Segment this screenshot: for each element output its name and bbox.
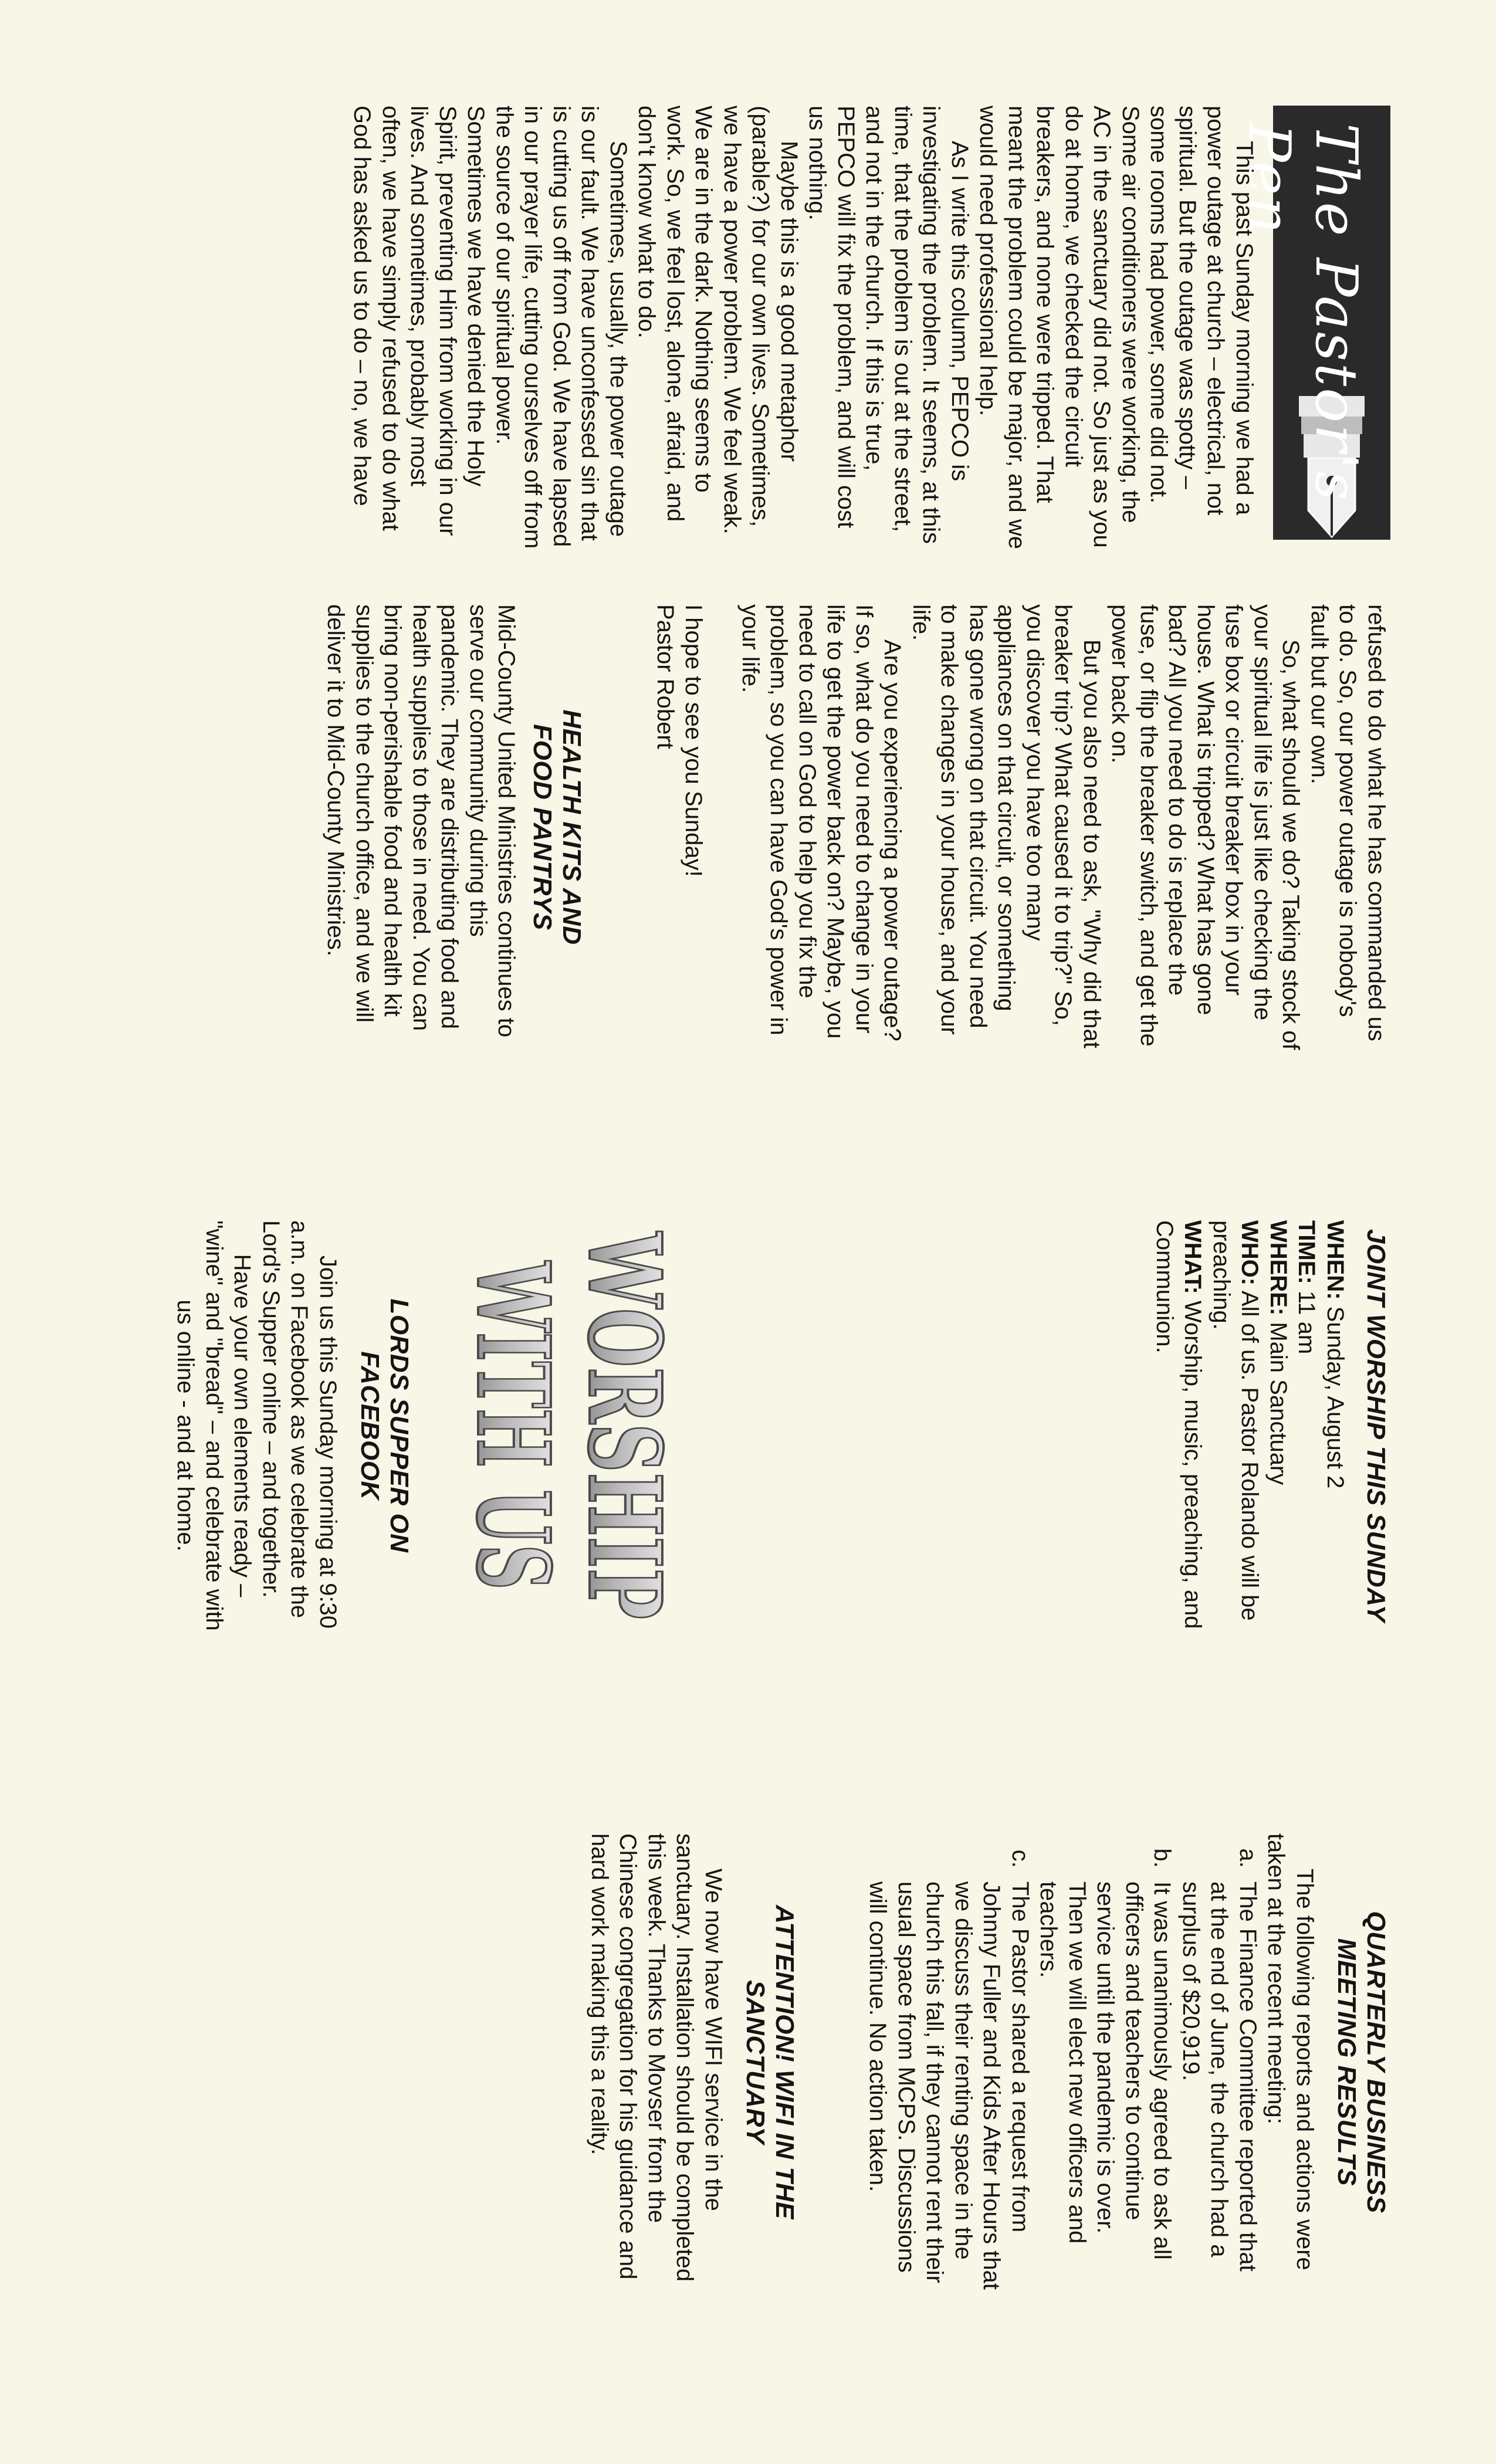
pastor-column-continued (321, 604, 1390, 1050)
pastor-paragraph: Sometimes, usually, the power outage is our fault. We have unconfessed sin that is cutting us off from God. We have lapsed in our prayer life, cutting ourselves off from the source of our spiritual power. Sometimes we have denied the Holy Spirit, preventing Him from working in our lives. And sometimes, probably most often, we have simply refused to do what God has asked us to do – no, we have (349, 106, 631, 549)
logo-line-worship: WORSHIP (566, 1232, 683, 1802)
time-value: 11 am (1294, 1291, 1320, 1355)
pastor-paragraph: Maybe this is a good metaphor (parable?) for our own lives. Sometimes, we have a power problem. We feel weak. We are in the dark. Nothing seems to work. So, we feel lost, alone, afraid, and don't know what to do. (634, 106, 802, 534)
lords-supper-p2: Have your own elements ready – "wine" and "bread" – and celebrate with us online - and at home. (172, 1220, 256, 1631)
pastor-paragraph: But you also need to ask, "Why did that breaker trip? What caused it to trip?" So, you discover you have too many appliances on that circuit, or something has gone wrong on that circuit. You need to make changes in your house, and your life. (908, 604, 1105, 1048)
when-label: WHEN: (1322, 1220, 1348, 1300)
quarterly-heading: QUARTERLY BUSINESS MEETING RESULTS (1332, 1911, 1390, 2213)
pastor-paragraph: As I write this column, PEPCO is investigating the problem. It seems, at this time, that the problem is out at the street, and not in the church. If this is true, PEPCO will fix the problem, and will cost us nothing. (804, 106, 973, 544)
health-kits-body: Mid-County United Ministries continues to serve our community during this pandemic. They are distributing food and health supplies to those in need. You can bring non-perishable food and health kit supplies to the church office, and we will deliver it to Mid-County Ministries. (323, 604, 520, 1038)
lords-supper-heading: LORDS SUPPER ON FACEBOOK (356, 1298, 414, 1553)
pastor-paragraph: Are you experiencing a power outage? If so, what do you need to change in your life to get the power back on? Maybe, you need to call on God to help you fix the problem, so you can have God's power in your life. (737, 604, 906, 1041)
quarterly-intro: The following reports and actions were taken at the recent meeting: (1263, 1833, 1318, 2270)
quarterly-items (864, 1833, 1262, 2291)
masthead-title: The Pastor's Pen (1236, 123, 1369, 503)
closing-line: I hope to see you Sunday! (681, 604, 707, 877)
quarterly-item: c. The Pastor shared a request from Johnny Fuller and Kids After Hours that we discuss their renting space in the church this fall, if they cannot rent their usual space from MCPS. Discussions will continue. No action taken. (864, 1874, 1034, 2291)
what-line (1150, 1220, 1207, 1631)
wifi-body: We now have WIFI service in the sanctuary. Installation should be completed this week. Thanks to Movser from the Chinese congregation for his guidance and hard work making this a reality. (587, 1833, 726, 2282)
joint-worship-heading: JOINT WORSHIP THIS SUNDAY (1362, 1228, 1390, 1623)
where-line (1264, 1220, 1293, 1631)
time-label: TIME: (1294, 1220, 1320, 1284)
who-value: All of us. Pastor Rolando will be preaching. (1209, 1220, 1263, 1621)
joint-worship-section (1150, 1220, 1391, 1631)
when-line (1321, 1220, 1350, 1631)
when-value: Sunday, August 2 (1322, 1306, 1348, 1489)
quarterly-item: b. It was unanimously agreed to ask all officers and teachers to continue service until the pandemic is over. Then we will elect new officers and teachers. (1034, 1874, 1177, 2291)
quarterly-section (585, 1833, 1391, 2291)
who-line (1207, 1220, 1264, 1631)
where-value: Main Sanctuary (1265, 1322, 1291, 1485)
signature-name: Pastor Robert (652, 604, 678, 749)
quarterly-item: a. The Finance Committee reported that at the end of June, the church had a surplus of $20,919. (1177, 1874, 1263, 2291)
pastor-paragraph: This past Sunday morning we had a power outage at church – electrical, not spiritual. But the outage was spotty – some rooms had power, some did not. Some air conditioners were working, the AC in the sanctuary did not. So just as you do at home, we checked the circuit breakers, and none were tripped. That meant the problem could be major, and we would need professional help. (975, 106, 1257, 549)
time-line (1292, 1220, 1321, 1631)
worship-with-us-logo (454, 1223, 701, 1802)
where-label: WHERE: (1265, 1220, 1291, 1316)
lords-supper-p1: Join us this Sunday morning at 9:30 a.m. on Facebook as we celebrate the Lord's Supper online – and together. (258, 1220, 341, 1629)
lords-supper-section (171, 1220, 414, 1631)
pastor-column (348, 106, 1258, 551)
logo-line-with-us: WITH US (454, 1261, 571, 1782)
what-label: WHAT: (1180, 1220, 1206, 1294)
pastor-paragraph: refused to do what he has commanded us to do. So, our power outage is nobody's fault but our own. (1307, 604, 1389, 1041)
pastor-paragraph: So, what should we do? Taking stock of your spiritual life is just like checking the fuse box or circuit breaker box in your house. What is tripped? What has gone bad? All you need to do is replace the fuse, or flip the breaker switch, and get the power back on. (1107, 604, 1304, 1050)
pastor-signature (651, 604, 708, 1050)
masthead (1236, 106, 1390, 540)
who-label: WHO: (1237, 1220, 1263, 1286)
what-value: Worship, music, preaching, and Communion. (1152, 1220, 1206, 1629)
wifi-heading: ATTENTION! WIFI IN THE SANCTUARY (741, 1905, 799, 2219)
health-kits-heading: HEALTH KITS AND FOOD PANTRYS (528, 709, 587, 945)
